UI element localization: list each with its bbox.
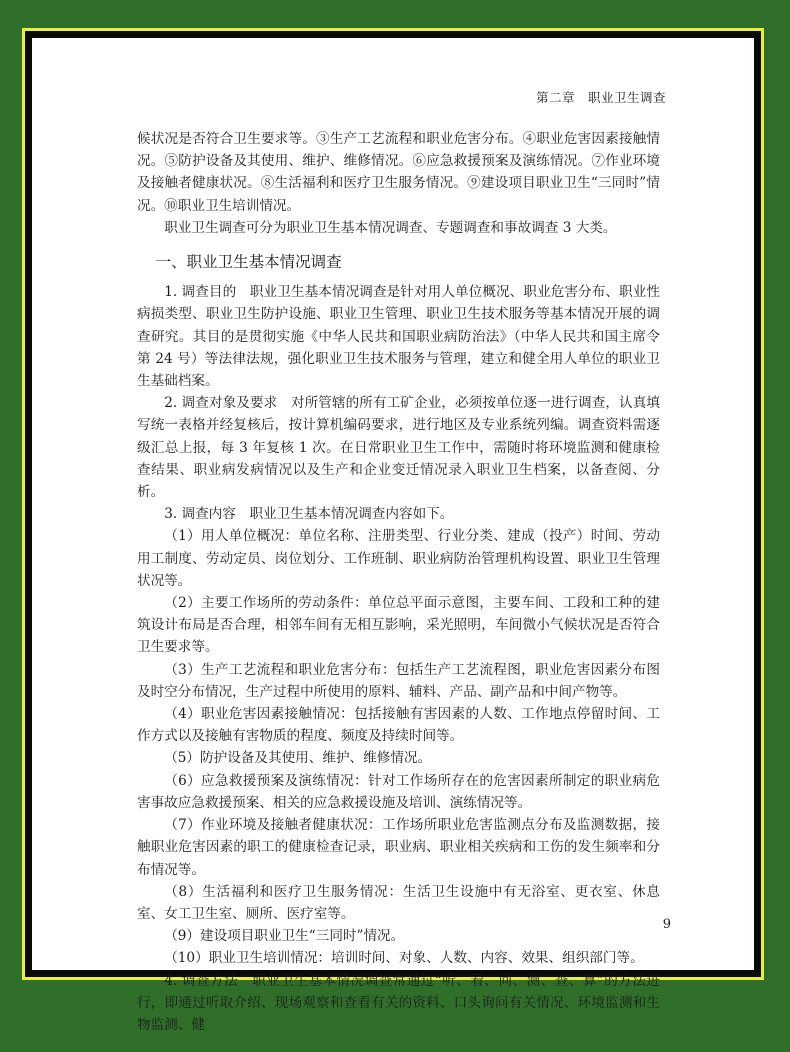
paragraph-continued: 候状况是否符合卫生要求等。③生产工艺流程和职业危害分布。④职业危害因素接触情况。⑤防护设备及其使用、维护、维修情况。⑥应急救援预案及演练情况。⑦作业环境及接触者健康状况。⑧生活福利和医疗卫生服务情况。⑨建设项目职业卫生“三同时”情况。⑩职业卫生培训情况。 bbox=[137, 131, 660, 214]
list-item: （5）防护设备及其使用、维护、维修情况。 bbox=[164, 750, 432, 767]
section-heading: 一、职业卫生基本情况调查 bbox=[155, 253, 342, 272]
list-item: （3）生产工艺流程和职业危害分布：包括生产工艺流程图，职业危害因素分布图及时空分布情况，生产过程中所使用的原料、辅料、产品、副产品和中间产物等。 bbox=[137, 661, 660, 700]
page-body bbox=[137, 128, 660, 1036]
paragraph-methods: 4. 调查方法 职业卫生基本情况调查常通过“听、看、问、测、查、算”的方法进行，即通过听取介绍、现场观察和查看有关的资料、口头询问有关情况、环境监测和生物监测、健 bbox=[137, 972, 660, 1033]
list-item: （10）职业卫生培训情况：培训时间、对象、人数、内容、效果、组织部门等。 bbox=[164, 950, 644, 967]
paragraph-content-intro: 3. 调查内容 职业卫生基本情况调查内容如下。 bbox=[164, 506, 454, 523]
list-item: （6）应急救援预案及演练情况：针对工作场所存在的危害因素所制定的职业病危害事故应急救援预案、相关的应急救援设施及培训、演练情况等。 bbox=[137, 772, 660, 811]
outer-frame bbox=[22, 28, 764, 1033]
list-item: （8）生活福利和医疗卫生服务情况：生活卫生设施中有无浴室、更衣室、休息室、女工卫生室、厕所、医疗室等。 bbox=[137, 883, 660, 922]
running-head: 第二章 职业卫生调查 bbox=[535, 90, 666, 105]
paragraph-survey-types: 职业卫生调查可分为职业卫生基本情况调查、专题调查和事故调查 3 大类。 bbox=[164, 219, 617, 236]
paragraph-objects: 2. 调查对象及要求 对所管辖的所有工矿企业，必须按单位逐一进行调查，认真填写统一表格并经复核后，按计算机编码要求，进行地区及专业系统列编。调查资料需逐级汇总上报，每 3 年复核 1 次。在日常职业卫生工作中，需随时将环境监测和健康检查结果、职业病发病情况以及生产和企业变迁情况录入职业卫生档案，以备查阅、分析。 bbox=[137, 395, 660, 501]
book-page bbox=[32, 38, 754, 1033]
list-item: （7）作业环境及接触者健康状况：工作场所职业危害监测点分布及监测数据，接触职业危害因素的职工的健康检查记录，职业病、职业相关疾病和工伤的发生频率和分布情况等。 bbox=[137, 817, 660, 878]
list-item: （9）建设项目职业卫生“三同时”情况。 bbox=[164, 928, 405, 945]
list-item: （4）职业危害因素接触情况：包括接触有害因素的人数、工作地点停留时间、工作方式以及接触有害物质的程度、频度及持续时间等。 bbox=[137, 706, 660, 745]
paragraph-purpose: 1. 调查目的 职业卫生基本情况调查是针对用人单位概况、职业危害分布、职业性病损类型、职业卫生防护设施、职业卫生管理、职业卫生技术服务等基本情况开展的调查研究。其目的是贯彻实施《中华人民共和国职业病防治法》（中华人民共和国主席令第 24 号）等法律法规，强化职业卫生技术服务与管理，建立和健全用人单位的职业卫生基础档案。 bbox=[137, 284, 660, 390]
list-item: （1）用人单位概况：单位名称、注册类型、行业分类、建成（投产）时间、劳动用工制度、劳动定员、岗位划分、工作班制、职业病防治管理机构设置、职业卫生管理状况等。 bbox=[137, 528, 660, 589]
list-item: （2）主要工作场所的劳动条件：单位总平面示意图，主要车间、工段和工种的建筑设计布局是否合理，相邻车间有无相互影响，采光照明，车间微小气候状况是否符合卫生要求等。 bbox=[137, 595, 660, 656]
page-number: 9 bbox=[662, 917, 671, 932]
